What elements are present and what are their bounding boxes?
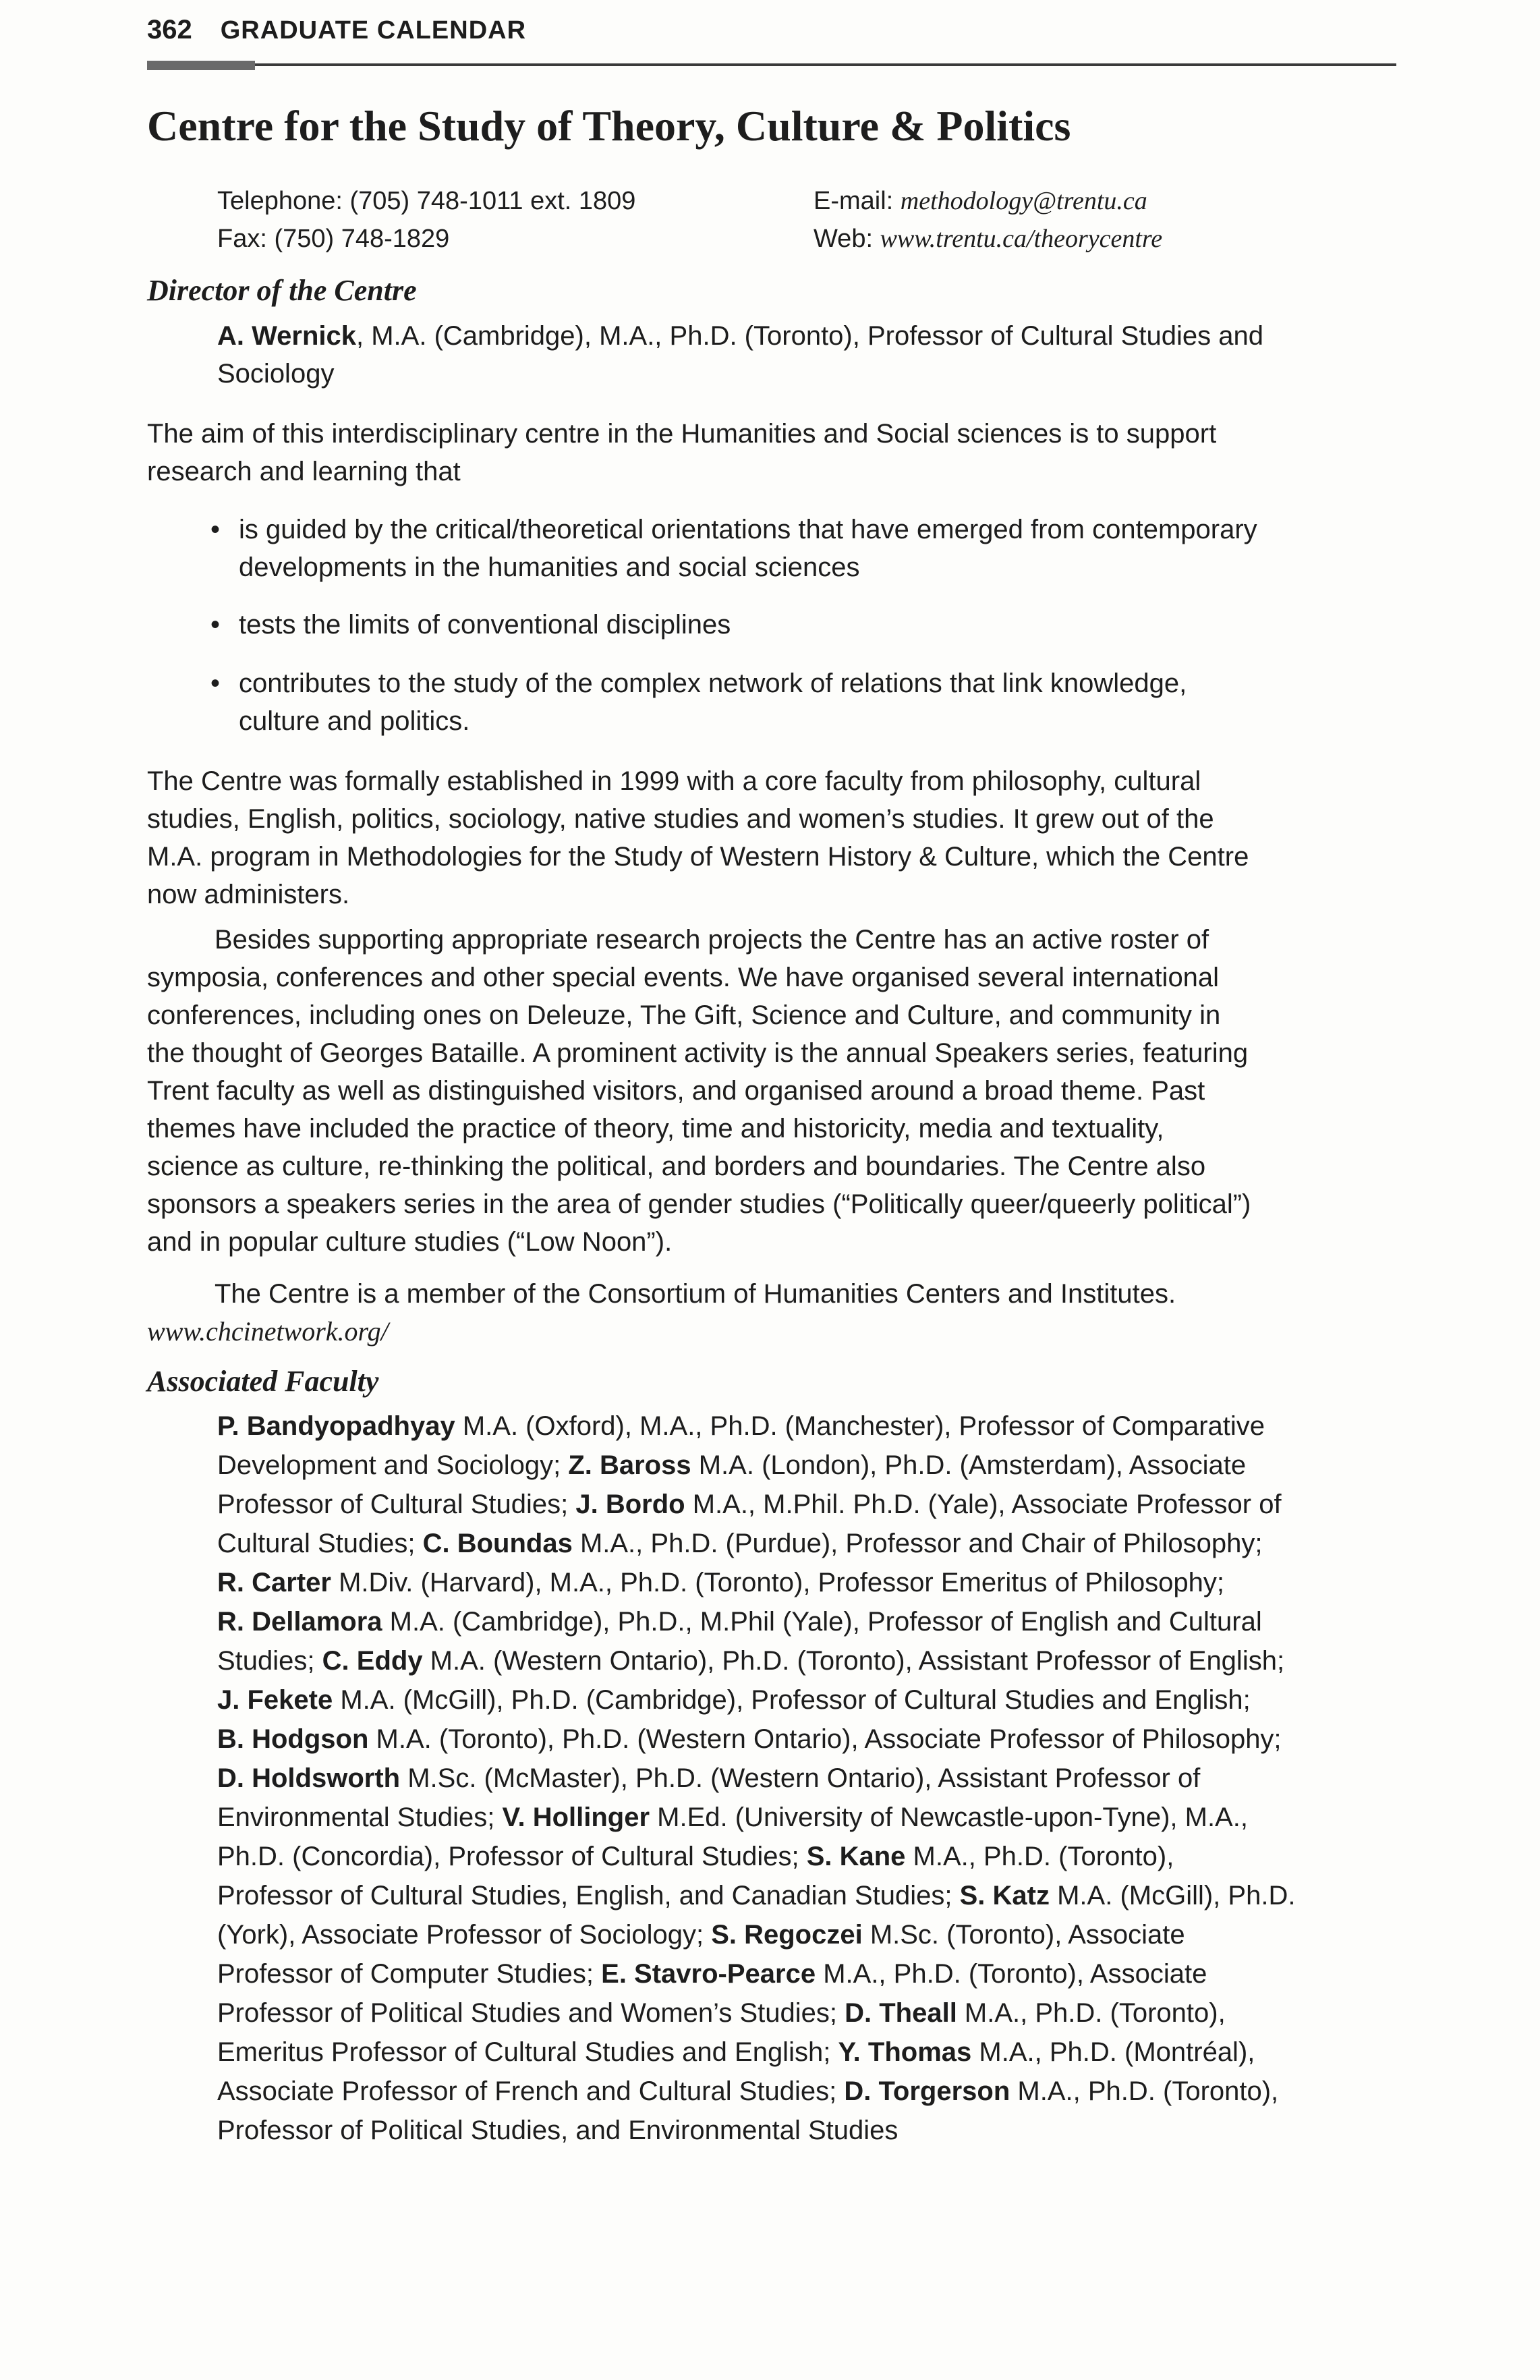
history-paragraph: [147, 762, 1405, 913]
faculty-line: [217, 1915, 1411, 1954]
faculty-line: [217, 1641, 1411, 1680]
director-details: , M.A. (Cambridge), M.A., Ph.D. (Toronto), Professor of Cultural Studies and: [356, 321, 1263, 351]
faculty-details: (York), Associate Professor of Sociology;: [217, 1920, 712, 1950]
faculty-name: C. Eddy: [322, 1646, 423, 1676]
faculty-line: [217, 2033, 1411, 2072]
web-label: Web:: [814, 225, 880, 253]
faculty-name: C. Boundas: [422, 1529, 573, 1558]
faculty-details: M.A., Ph.D. (Toronto), Associate: [816, 1959, 1207, 1989]
faculty-line: [217, 1876, 1411, 1915]
faculty-details: M.A. (Oxford), M.A., Ph.D. (Manchester), Professor of Comparative: [455, 1411, 1265, 1441]
bullet-1-line-2: developments in the humanities and social sciences: [239, 552, 860, 582]
page-number: 362: [147, 15, 192, 45]
activities-line: conferences, including ones on Deleuze, The Gift, Science and Culture, and community in: [147, 1000, 1221, 1030]
telephone: Telephone: (705) 748-1011 ext. 1809: [217, 187, 636, 215]
faculty-name: R. Carter: [217, 1568, 331, 1597]
faculty-details: M.Div. (Harvard), M.A., Ph.D. (Toronto), Professor Emeritus of Philosophy;: [331, 1568, 1225, 1597]
faculty-line: [217, 1954, 1411, 1993]
header-rule: [255, 63, 1396, 66]
faculty-details: M.Sc. (McMaster), Ph.D. (Western Ontario), Assistant Professor of: [400, 1763, 1201, 1793]
faculty-line: [217, 1680, 1411, 1720]
faculty-details: M.A. (McGill), Ph.D.: [1049, 1881, 1296, 1910]
activities-line: symposia, conferences and other special events. We have organised several international: [147, 963, 1220, 992]
bullet-icon: •: [210, 610, 221, 640]
faculty-name: S. Kane: [806, 1842, 906, 1871]
faculty-details: Cultural Studies;: [217, 1529, 423, 1558]
header-rule-thick: [147, 61, 255, 70]
faculty-name: S. Regoczei: [711, 1920, 863, 1950]
running-header: [147, 15, 1395, 45]
director-entry: [217, 317, 1404, 393]
faculty-details: Professor of Cultural Studies, English, and Canadian Studies;: [217, 1881, 960, 1910]
director-line-2: Sociology: [217, 359, 335, 389]
fax: Fax: (750) 748-1829: [217, 225, 450, 253]
faculty-details: Studies;: [217, 1646, 322, 1676]
faculty-name: J. Bordo: [575, 1490, 685, 1519]
faculty-details: Emeritus Professor of Cultural Studies and English;: [217, 2037, 838, 2067]
faculty-details: M.A., Ph.D. (Toronto),: [957, 1998, 1226, 2028]
faculty-list: [217, 1407, 1411, 2150]
faculty-name: S. Katz: [959, 1881, 1050, 1910]
faculty-details: Professor of Computer Studies;: [217, 1959, 602, 1989]
faculty-line: [217, 1759, 1411, 1798]
activities-line: Besides supporting appropriate research projects the Centre has an active roster of: [215, 925, 1209, 955]
page-title: Centre for the Study of Theory, Culture & Politics: [147, 102, 1071, 150]
faculty-name: D. Torgerson: [844, 2076, 1010, 2106]
bullet-1-line-1: is guided by the critical/theoretical orientations that have emerged from contemporary: [239, 515, 1257, 544]
contact-phone-fax: [217, 182, 635, 258]
faculty-details: M.A., Ph.D. (Toronto),: [905, 1842, 1174, 1871]
activities-line: science as culture, re-thinking the political, and borders and boundaries. The Centre also: [147, 1152, 1206, 1181]
membership-paragraph: [147, 1275, 1405, 1351]
activities-paragraph: [147, 921, 1405, 1261]
faculty-details: Professor of Cultural Studies;: [217, 1490, 576, 1519]
faculty-details: Development and Sociology;: [217, 1450, 569, 1480]
faculty-details: M.A. (Western Ontario), Ph.D. (Toronto), Assistant Professor of English;: [422, 1646, 1285, 1676]
bullet-item-1: [210, 511, 1404, 586]
activities-line: themes have included the practice of theory, time and historicity, media and textuality,: [147, 1114, 1164, 1143]
bullet-text-1: [239, 511, 1404, 586]
faculty-details: Environmental Studies;: [217, 1803, 503, 1832]
faculty-details: M.Ed. (University of Newcastle-upon-Tyne), M.A.,: [650, 1803, 1248, 1832]
email-line: [814, 182, 1162, 220]
faculty-name: R. Dellamora: [217, 1607, 382, 1637]
faculty-line: [217, 2111, 1411, 2150]
director-heading: Director of the Centre: [147, 274, 417, 307]
faculty-line: [217, 1407, 1411, 1446]
bullet-3-line-1: contributes to the study of the complex network of relations that link knowledge,: [239, 669, 1187, 698]
bullet-item-3: [210, 664, 1404, 740]
faculty-name: P. Bandyopadhyay: [217, 1411, 455, 1441]
faculty-details: M.A., Ph.D. (Toronto),: [1010, 2076, 1279, 2106]
web-link[interactable]: www.trentu.ca/theorycentre: [880, 225, 1163, 253]
faculty-details: Professor of Political Studies and Women’s Studies;: [217, 1998, 845, 2028]
membership-line: The Centre is a member of the Consortium of Humanities Centers and Institutes.: [215, 1279, 1176, 1309]
faculty-name: Z. Baross: [568, 1450, 691, 1480]
history-line: studies, English, politics, sociology, native studies and women’s studies. It grew out of the: [147, 804, 1214, 834]
activities-line: and in popular culture studies (“Low Noon”).: [147, 1227, 673, 1257]
faculty-details: M.A., M.Phil. Ph.D. (Yale), Associate Professor of: [685, 1490, 1282, 1519]
faculty-line: [217, 1485, 1411, 1524]
faculty-details: M.Sc. (Toronto), Associate: [862, 1920, 1185, 1950]
faculty-details: M.A. (McGill), Ph.D. (Cambridge), Professor of Cultural Studies and English;: [333, 1685, 1251, 1715]
history-line: The Centre was formally established in 1999 with a core faculty from philosophy, cultural: [147, 766, 1201, 796]
faculty-line: [217, 1720, 1411, 1759]
faculty-details: Professor of Political Studies, and Environmental Studies: [217, 2116, 899, 2145]
bullet-text-3: [239, 664, 1404, 740]
faculty-line: [217, 2072, 1411, 2111]
running-title: GRADUATE CALENDAR: [220, 16, 527, 45]
intro-line-1: The aim of this interdisciplinary centre in the Humanities and Social sciences is to support: [147, 419, 1217, 449]
faculty-line: [217, 1446, 1411, 1485]
faculty-name: Y. Thomas: [838, 2037, 972, 2067]
intro-paragraph: [147, 415, 1405, 490]
bullet-icon: •: [210, 669, 221, 698]
faculty-line: [217, 1524, 1411, 1563]
faculty-line: [217, 1563, 1411, 1602]
activities-line: the thought of Georges Bataille. A prominent activity is the annual Speakers series, featuring: [147, 1038, 1249, 1068]
activities-line: sponsors a speakers series in the area of gender studies (“Politically queer/queerly political”): [147, 1189, 1251, 1219]
bullet-text-2: tests the limits of conventional disciplines: [239, 610, 731, 640]
bullet-item-2: [210, 606, 1404, 644]
faculty-line: [217, 1602, 1411, 1641]
history-line: M.A. program in Methodologies for the Study of Western History & Culture, which the Centre: [147, 842, 1249, 872]
faculty-details: M.A. (London), Ph.D. (Amsterdam), Associate: [691, 1450, 1247, 1480]
faculty-details: M.A. (Cambridge), Ph.D., M.Phil (Yale), Professor of English and Cultural: [382, 1607, 1262, 1637]
faculty-details: M.A., Ph.D. (Purdue), Professor and Chair of Philosophy;: [572, 1529, 1263, 1558]
faculty-name: D. Theall: [845, 1998, 957, 2028]
web-line: [814, 220, 1162, 258]
director-line-1: [217, 317, 1404, 355]
faculty-details: Associate Professor of French and Cultural Studies;: [217, 2076, 845, 2106]
faculty-name: E. Stavro-Pearce: [601, 1959, 816, 1989]
faculty-details: M.A., Ph.D. (Montréal),: [971, 2037, 1255, 2067]
faculty-line: [217, 1837, 1411, 1876]
faculty-heading: Associated Faculty: [147, 1365, 379, 1398]
activities-line: Trent faculty as well as distinguished visitors, and organised around a broad theme. Past: [147, 1076, 1205, 1106]
intro-line-2: research and learning that: [147, 457, 461, 486]
faculty-name: V. Hollinger: [502, 1803, 650, 1832]
faculty-line: [217, 1993, 1411, 2033]
director-name: A. Wernick: [217, 321, 356, 351]
bullet-icon: •: [210, 515, 221, 544]
email-link[interactable]: methodology@trentu.ca: [900, 187, 1147, 215]
email-label: E-mail:: [814, 187, 901, 215]
bullet-3-line-2: culture and politics.: [239, 706, 470, 736]
chci-link[interactable]: www.chcinetwork.org/: [147, 1316, 389, 1347]
faculty-name: B. Hodgson: [217, 1724, 369, 1754]
faculty-line: [217, 1798, 1411, 1837]
faculty-name: J. Fekete: [217, 1685, 333, 1715]
faculty-details: M.A. (Toronto), Ph.D. (Western Ontario), Associate Professor of Philosophy;: [368, 1724, 1282, 1754]
contact-email-web: [814, 182, 1162, 258]
faculty-details: Ph.D. (Concordia), Professor of Cultural Studies;: [217, 1842, 807, 1871]
history-line: now administers.: [147, 880, 350, 909]
faculty-name: D. Holdsworth: [217, 1763, 401, 1793]
